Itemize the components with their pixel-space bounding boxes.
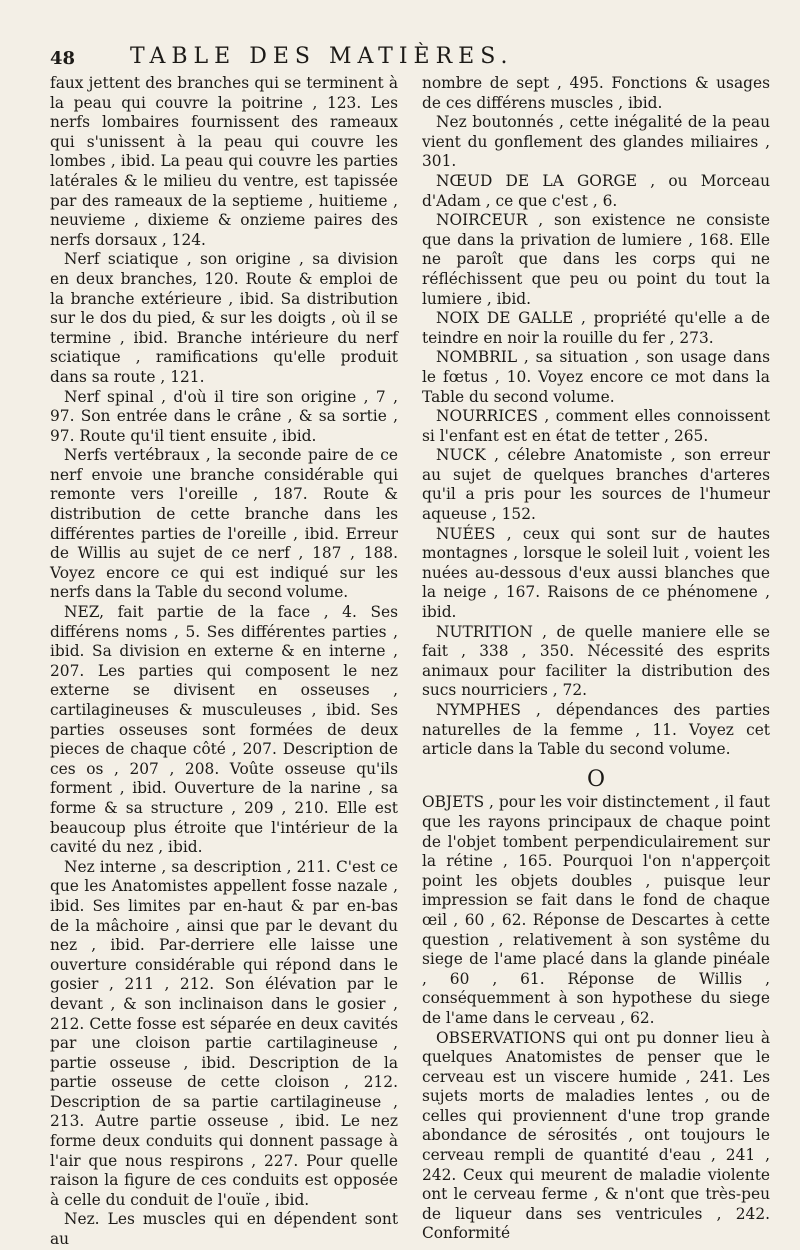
entry: NUÉES , ceux qui sont sur de hautes montagnes , lorsque le soleil luit , voient les nuées au-dessous d'eux aussi blanches que la neige , 167. Raisons de ce phénomene , ibid.	[422, 524, 770, 622]
entry: NEZ, fait partie de la face , 4. Ses différens noms , 5. Ses différentes parties , ibid. Sa division en externe & en interne , 207. Les parties qui composent le nez externe se divisent en osseuses , cartilagineuses & musculeuses , ibid. Ses parties osseuses sont formées de deux pieces de chaque côté , 207. Description de ces os , 207 , 208. Voûte osseuse qu'ils forment , ibid. Ouverture de la narine , sa forme & sa structure , 209 , 210. Elle est beaucoup plus étroite que l'intérieur de la cavité du nez , ibid.	[50, 603, 398, 857]
entry: Nerf sciatique , son origine , sa division en deux branches, 120. Route & emploi de la branche extérieure , ibid. Sa distribution sur le dos du pied, & sur les doigts , où il se termine , ibid. Branche intérieure du nerf sciatique , ramifications qu'elle produit dans sa route , 121.	[50, 250, 398, 386]
left-column	[50, 74, 398, 1250]
entry: NOMBRIL , sa situation , son usage dans le fœtus , 10. Voyez encore ce mot dans la Table du second volume.	[422, 348, 770, 406]
entry: Nez interne , sa description , 211. C'est ce que les Anatomistes appellent fosse nazale , ibid. Ses limites par en-haut & par en-bas de la mâchoire , ainsi que par le devant du nez , ibid. Par-derriere elle laisse une ouverture considérable qui répond dans le gosier , 211 , 212. Son élévation par le devant , & son inclinaison dans le gosier , 212. Cette fosse est séparée en deux cavités par une cloison partie cartilagineuse , partie osseuse , ibid. Description de la partie osseuse de cette cloison , 212. Description de sa partie cartilagineuse , 213. Autre partie osseuse , ibid. Le nez forme deux conduits qui donnent passage à l'air que nous respirons , 227. Pour quelle raison la figure de ces conduits est opposée à celle du conduit de l'ouïe , ibid.	[50, 857, 398, 1209]
running-title: TABLE DES MATIÈRES.	[130, 44, 514, 69]
entry: NUCK , célebre Anatomiste , son erreur au sujet de quelques branches d'arteres qu'il a pris pour les sources de l'humeur aqueuse , 152.	[422, 446, 770, 524]
entry: Nez. Les muscles qui en dépendent sont au	[50, 1210, 398, 1249]
entry: Nerf spinal , d'où il tire son origine , 7 , 97. Son entrée dans le crâne , & sa sortie , 97. Route qu'il tient ensuite , ibid.	[50, 387, 398, 445]
page-header	[50, 40, 780, 74]
page-number: 48	[50, 48, 76, 69]
entry: OBJETS , pour les voir distinctement , il faut que les rayons principaux de chaque point de l'objet tombent perpendiculairement sur la rétine , 165. Pourquoi l'on n'apperçoit point les objets doubles , puisque leur impression se fait dans le fond de chaque œil , 60 , 62. Réponse de Descartes à cette question , relativement à son systême du siege de l'ame placé dans la glande pinéale , 60 , 61. Réponse de Willis , conséquemment à son hypothese du siege de l'ame dans le cerveau , 62.	[422, 793, 770, 1027]
right-column	[422, 74, 770, 1250]
entry: faux jettent des branches qui se terminent à la peau qui couvre la poitrine , 123. Les nerfs lombaires fournissent des rameaux qui s'unissent à la peau qui couvre les lombes , ibid. La peau qui couvre les parties latérales & le milieu du ventre, est tapissée par des rameaux de la septieme , huitieme , neuvieme , dixieme & onzieme paires des nerfs dorsaux , 124.	[50, 74, 398, 249]
entry: NŒUD DE LA GORGE , ou Morceau d'Adam , ce que c'est , 6.	[422, 171, 770, 210]
entry: NOIRCEUR , son existence ne consiste que dans la privation de lumiere , 168. Elle ne paroît que dans les corps qui ne réfléchissent que peu ou point du tout la lumiere , ibid.	[422, 211, 770, 308]
section-letter: O	[586, 766, 606, 792]
entry: NUTRITION , de quelle maniere elle se fait , 338 , 350. Nécessité des esprits animaux pour faciliter la distribution des sucs nourriciers , 72.	[422, 622, 770, 700]
entry: Nez boutonnés , cette inégalité de la peau vient du gonflement des glandes miliaires , 301.	[422, 113, 770, 171]
entry: NOURRICES , comment elles connoissent si l'enfant est en état de tetter , 265.	[422, 407, 770, 445]
entry: NYMPHES , dépendances des parties naturelles de la femme , 11. Voyez cet article dans la Table du second volume.	[422, 701, 770, 759]
entry: Nerfs vertébraux , la seconde paire de ce nerf envoie une branche considérable qui remonte vers l'oreille , 187. Route & distribution de cette branche dans les différentes parties de l'oreille , ibid. Erreur de Willis au sujet de ce nerf , 187 , 188. Voyez encore ce qui est indiqué sur les nerfs dans la Table du second volume.	[50, 446, 398, 602]
text-columns	[50, 74, 780, 1250]
entry: nombre de sept , 495. Fonctions & usages de ces différens muscles , ibid.	[422, 74, 770, 112]
entry: NOIX DE GALLE , propriété qu'elle a de teindre en noir la rouille du fer , 273.	[422, 309, 770, 347]
entry: OBSERVATIONS qui ont pu donner lieu à quelques Anatomistes de penser que le cerveau est un viscere humide , 241. Les sujets morts de maladies lentes , ou de celles qui proviennent d'une trop grande abondance de sérosités , ont toujours le cerveau rempli de quantité d'eau , 241 , 242. Ceux qui meurent de maladie violente ont le cerveau ferme , & n'ont que très-peu de liqueur dans ses ventricules , 242. Conformité	[422, 1028, 770, 1243]
